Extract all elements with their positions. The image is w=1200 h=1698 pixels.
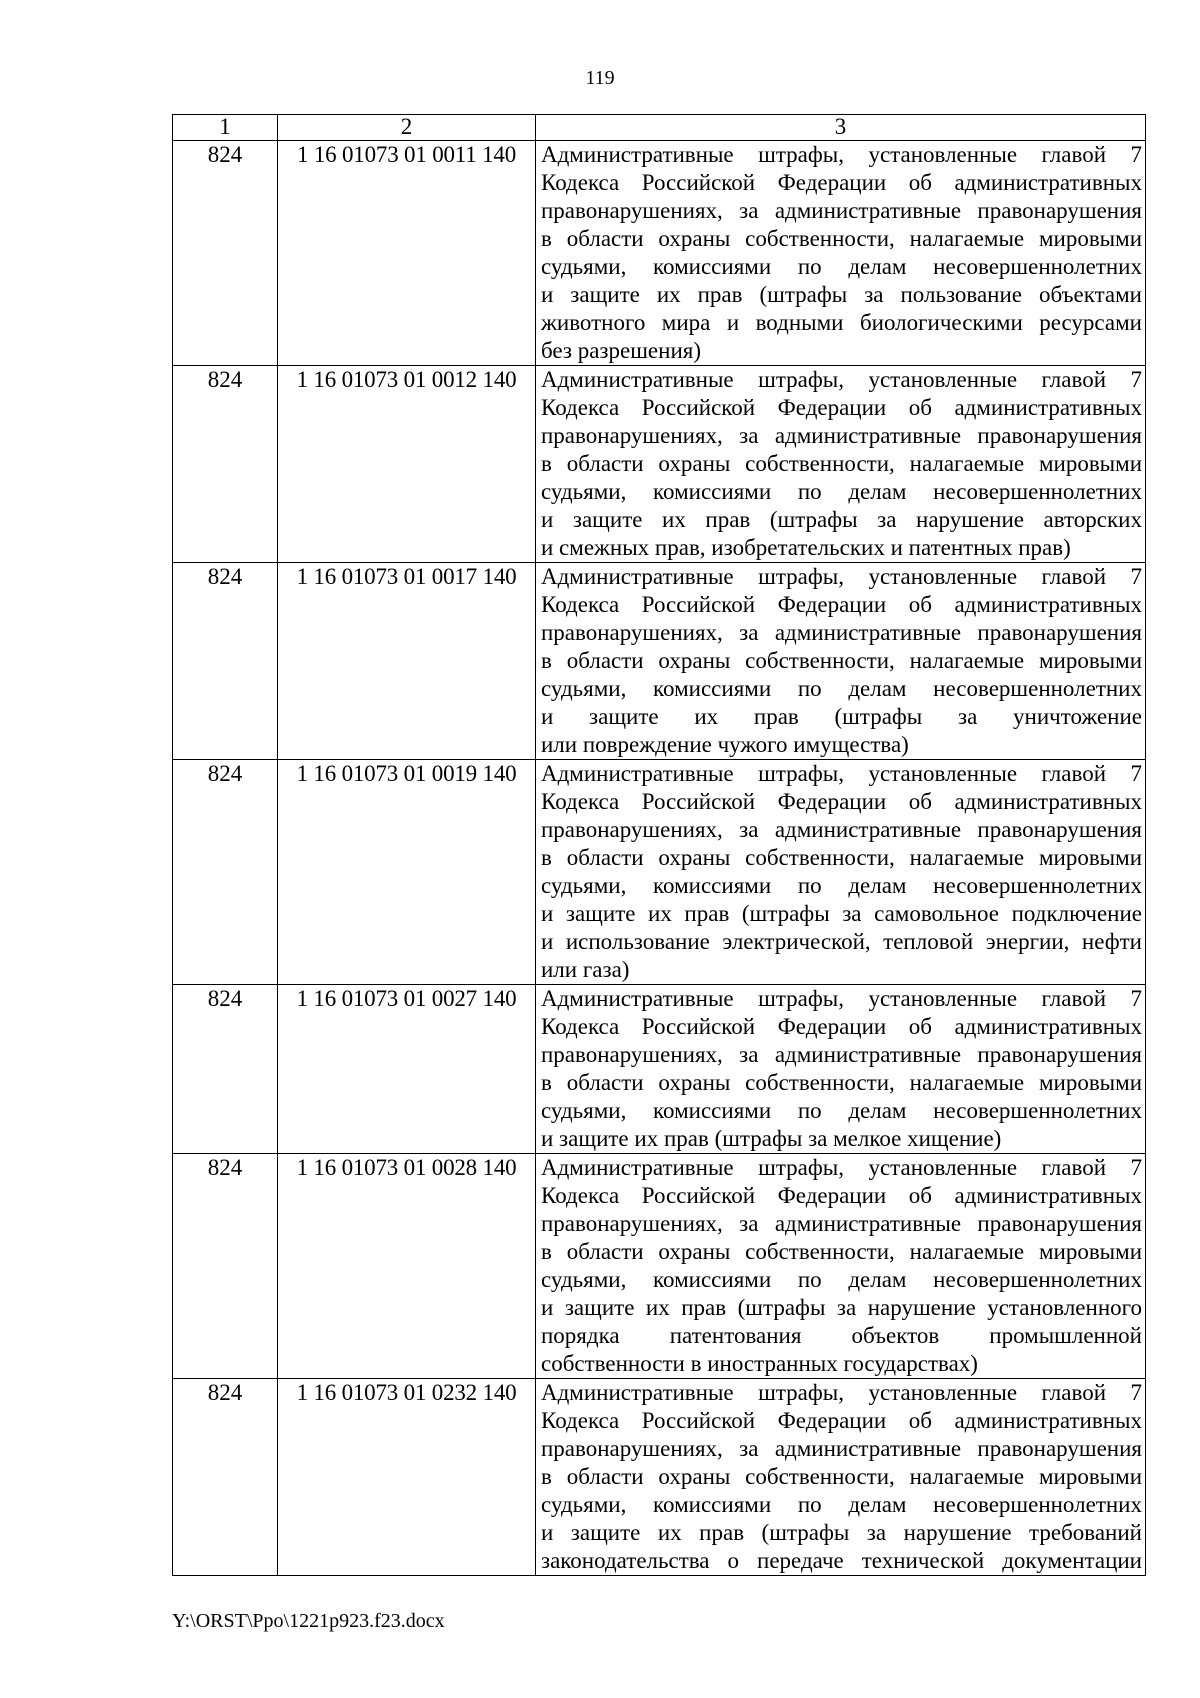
description-line: Административные штрафы, установленные главой 7 — [541, 761, 1142, 786]
page-number: 119 — [585, 67, 615, 89]
admin-code-cell: 824 — [173, 563, 278, 760]
admin-code-cell: 824 — [173, 366, 278, 563]
table-row — [173, 985, 1146, 1154]
description-line: в области охраны собственности, налагаемые мировыми — [541, 648, 1142, 673]
description-line: Кодекса Российской Федерации об административных — [541, 395, 1142, 420]
table-row — [173, 760, 1146, 985]
table-header-row — [173, 115, 1146, 141]
description-line: Кодекса Российской Федерации об административных — [541, 1014, 1142, 1039]
table-row — [173, 366, 1146, 563]
description-line: правонарушениях, за административные правонарушения — [541, 1042, 1142, 1067]
description-cell — [536, 985, 1146, 1154]
description-line: и защите их прав (штрафы за уничтожение — [541, 704, 1142, 729]
description-line: животного мира и водными биологическими ресурсами — [541, 310, 1142, 335]
description-line: или газа) — [541, 957, 630, 982]
description-line: без разрешения) — [541, 338, 702, 363]
description-line: Административные штрафы, установленные главой 7 — [541, 1155, 1142, 1180]
description-line: Административные штрафы, установленные главой 7 — [541, 564, 1142, 589]
description-line: и защите их прав (штрафы за самовольное подключение — [541, 901, 1142, 926]
description-line: и смежных прав, изобретательских и патентных прав) — [541, 535, 1071, 560]
description-cell — [536, 1379, 1146, 1576]
description-line: правонарушениях, за административные правонарушения — [541, 620, 1142, 645]
admin-code-cell: 824 — [173, 985, 278, 1154]
description-line: в области охраны собственности, налагаемые мировыми — [541, 1464, 1142, 1489]
kbk-code-cell: 1 16 01073 01 0027 140 — [278, 985, 536, 1154]
description-line: Кодекса Российской Федерации об административных — [541, 170, 1142, 195]
description-line: судьями, комиссиями по делам несовершеннолетних — [541, 1098, 1142, 1123]
header-col-3: 3 — [536, 115, 1146, 141]
table-row — [173, 1379, 1146, 1576]
description-line: Административные штрафы, установленные главой 7 — [541, 1380, 1142, 1405]
footer-file-path: Y:\ORST\Ppo\1221p923.f23.docx — [172, 1610, 445, 1632]
description-line: законодательства о передаче технической документации — [541, 1548, 1142, 1573]
description-line: судьями, комиссиями по делам несовершеннолетних — [541, 479, 1142, 504]
description-line: судьями, комиссиями по делам несовершеннолетних — [541, 1492, 1142, 1517]
description-line: Кодекса Российской Федерации об административных — [541, 789, 1142, 814]
description-line: Административные штрафы, установленные главой 7 — [541, 142, 1142, 167]
kbk-code-cell: 1 16 01073 01 0232 140 — [278, 1379, 536, 1576]
description-line: и защите их прав (штрафы за нарушение установленного — [541, 1295, 1142, 1320]
table-row — [173, 141, 1146, 366]
kbk-code-cell: 1 16 01073 01 0017 140 — [278, 563, 536, 760]
description-line: судьями, комиссиями по делам несовершеннолетних — [541, 873, 1142, 898]
description-line: Кодекса Российской Федерации об административных — [541, 592, 1142, 617]
description-line: порядка патентования объектов промышленной — [541, 1323, 1142, 1348]
description-line: Административные штрафы, установленные главой 7 — [541, 367, 1142, 392]
description-line: в области охраны собственности, налагаемые мировыми — [541, 451, 1142, 476]
table-row — [173, 1154, 1146, 1379]
description-line: и защите их прав (штрафы за мелкое хищение) — [541, 1126, 1002, 1151]
description-line: собственности в иностранных государствах) — [541, 1351, 978, 1376]
description-line: правонарушениях, за административные правонарушения — [541, 1436, 1142, 1461]
kbk-code-cell: 1 16 01073 01 0012 140 — [278, 366, 536, 563]
description-cell — [536, 1154, 1146, 1379]
description-line: Кодекса Российской Федерации об административных — [541, 1183, 1142, 1208]
description-line: правонарушениях, за административные правонарушения — [541, 423, 1142, 448]
admin-code-cell: 824 — [173, 1154, 278, 1379]
header-col-1: 1 — [173, 115, 278, 141]
description-line: судьями, комиссиями по делам несовершеннолетних — [541, 1267, 1142, 1292]
description-line: правонарушениях, за административные правонарушения — [541, 198, 1142, 223]
description-line: судьями, комиссиями по делам несовершеннолетних — [541, 676, 1142, 701]
description-line: судьями, комиссиями по делам несовершеннолетних — [541, 254, 1142, 279]
description-line: в области охраны собственности, налагаемые мировыми — [541, 845, 1142, 870]
description-cell — [536, 141, 1146, 366]
header-col-2: 2 — [278, 115, 536, 141]
kbk-code-cell: 1 16 01073 01 0028 140 — [278, 1154, 536, 1379]
description-line: или повреждение чужого имущества) — [541, 732, 909, 757]
description-line: Кодекса Российской Федерации об административных — [541, 1408, 1142, 1433]
admin-code-cell: 824 — [173, 141, 278, 366]
description-line: в области охраны собственности, налагаемые мировыми — [541, 1070, 1142, 1095]
budget-codes-table — [172, 114, 1146, 1576]
description-cell — [536, 760, 1146, 985]
description-line: Административные штрафы, установленные главой 7 — [541, 986, 1142, 1011]
description-line: правонарушениях, за административные правонарушения — [541, 817, 1142, 842]
admin-code-cell: 824 — [173, 1379, 278, 1576]
kbk-code-cell: 1 16 01073 01 0011 140 — [278, 141, 536, 366]
description-cell — [536, 366, 1146, 563]
description-line: в области охраны собственности, налагаемые мировыми — [541, 1239, 1142, 1264]
description-line: и использование электрической, тепловой энергии, нефти — [541, 929, 1142, 954]
description-line: и защите их прав (штрафы за нарушение требований — [541, 1520, 1142, 1545]
description-line: правонарушениях, за административные правонарушения — [541, 1211, 1142, 1236]
table-row — [173, 563, 1146, 760]
description-cell — [536, 563, 1146, 760]
description-line: и защите их прав (штрафы за пользование объектами — [541, 282, 1142, 307]
description-line: в области охраны собственности, налагаемые мировыми — [541, 226, 1142, 251]
kbk-code-cell: 1 16 01073 01 0019 140 — [278, 760, 536, 985]
admin-code-cell: 824 — [173, 760, 278, 985]
description-line: и защите их прав (штрафы за нарушение авторских — [541, 507, 1142, 532]
